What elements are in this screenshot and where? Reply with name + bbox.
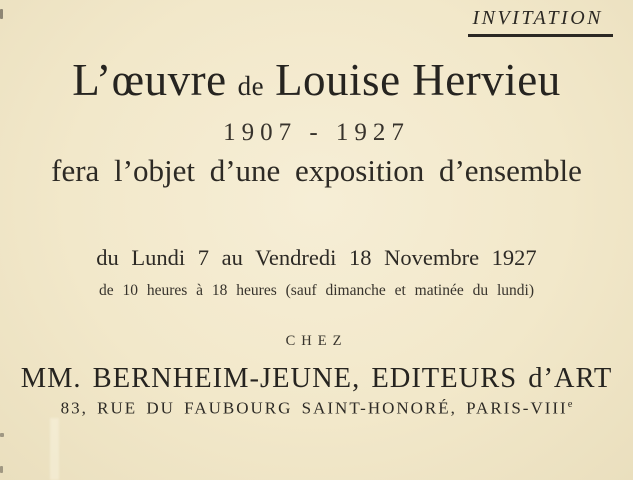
scan-speck <box>0 433 4 437</box>
title-work-text: L’œuvre <box>72 55 227 105</box>
chez-label: CHEZ <box>285 333 348 349</box>
scan-speck <box>0 466 3 473</box>
title-connector: de <box>237 71 265 101</box>
opening-hours: de 10 heures à 18 heures (sauf dimanche et matinée du lundi) <box>98 282 535 299</box>
exhibition-subtitle: fera l’objet d’une exposition d’ensemble <box>51 153 582 188</box>
scan-speck <box>0 9 3 19</box>
venue-name: MM. BERNHEIM-JEUNE, EDITEURS d’ART <box>20 363 613 394</box>
years-range: 1907 - 1927 <box>223 119 410 146</box>
invitation-label: INVITATION <box>468 7 613 37</box>
exhibition-dates: du Lundi 7 au Vendredi 18 Novembre 1927 <box>96 245 537 270</box>
arrondissement-superscript: e <box>567 399 573 410</box>
title-artist-name: Louise Hervieu <box>275 55 561 105</box>
venue-address-text: 83, RUE DU FAUBOURG SAINT-HONORÉ, PARIS-VIII <box>60 398 568 418</box>
scan-streak <box>50 418 59 480</box>
exhibition-title <box>0 56 633 106</box>
venue-address <box>0 399 633 418</box>
